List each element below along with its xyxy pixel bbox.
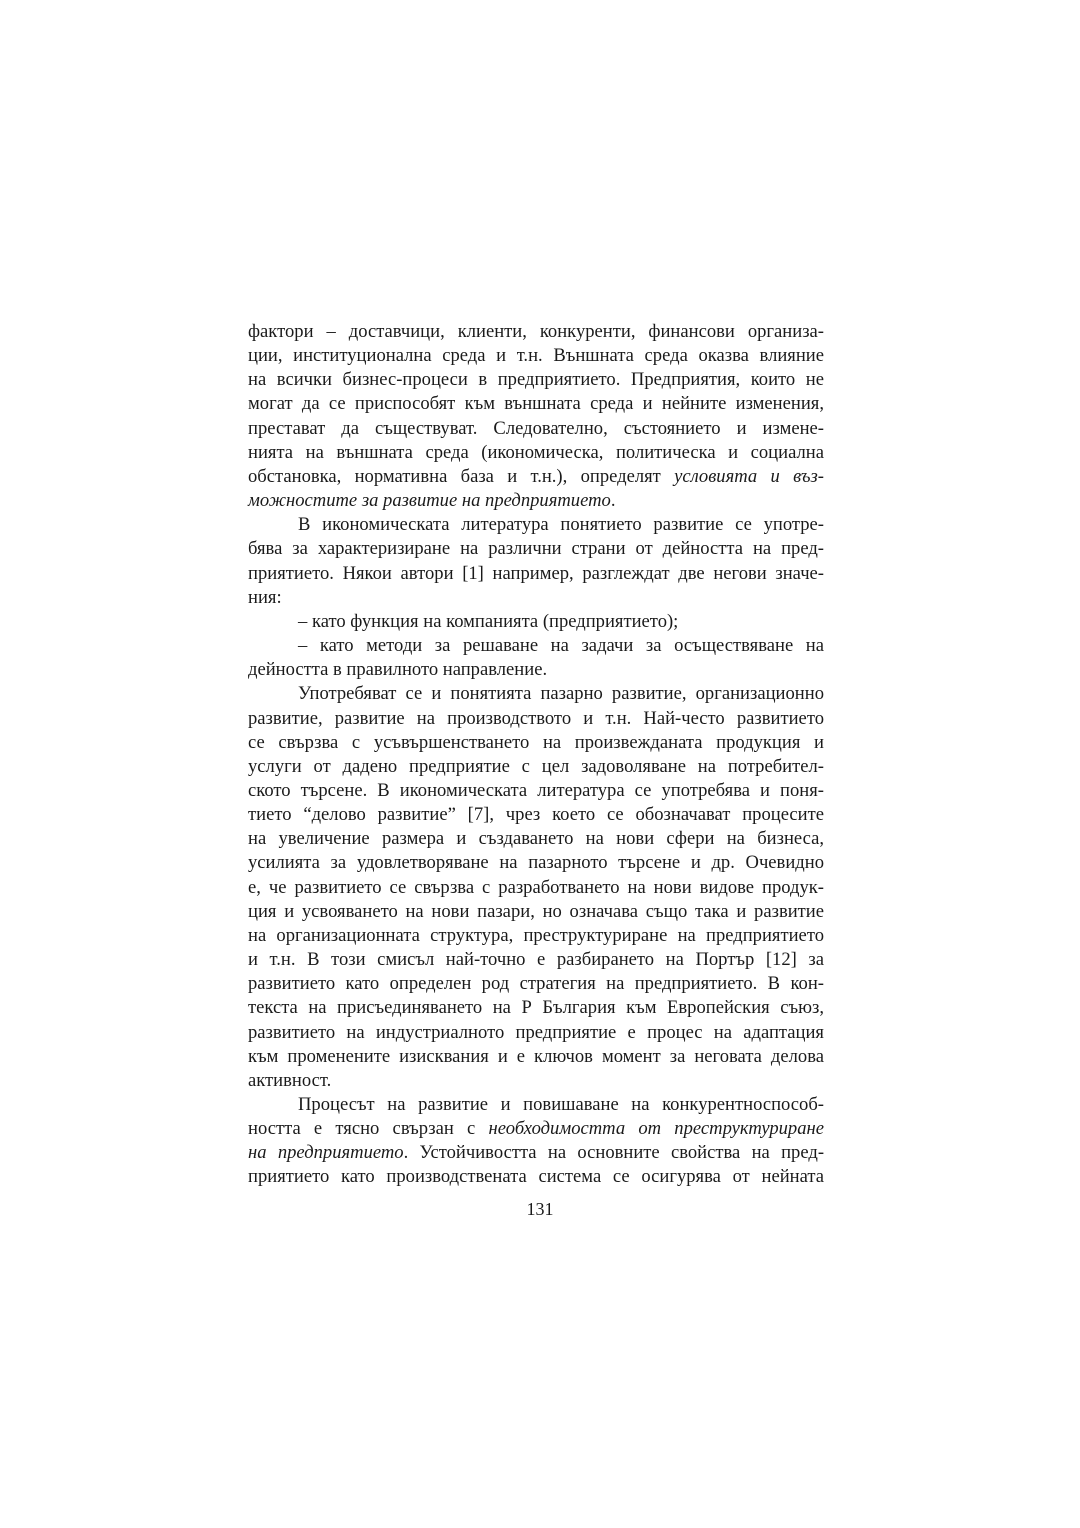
- text-line: обстановка, нормативна база и т.н.), определят условията и въз-: [248, 465, 824, 487]
- text-line: – като методи за решаване на задачи за осъществяване на: [298, 635, 824, 657]
- text-line: развитие, развитие на производството и т.н. Най-често развитието: [248, 707, 824, 729]
- text-line: фактори – доставчици, клиенти, конкуренти, финансови организа-: [248, 321, 824, 342]
- text-line: е, че развитието се свързва с разработването на нови видове продук-: [248, 876, 824, 898]
- paragraph: [248, 320, 824, 513]
- text-line: развитието на индустриалното предприятие е процес на адаптация: [248, 1021, 824, 1043]
- text-line: нията на външната среда (икономическа, политическа и социална: [248, 441, 824, 463]
- text-line: Употребяват се и понятията пазарно развитие, организационно: [298, 683, 824, 705]
- emphasis-text: необходимостта от преструктуриране: [488, 1118, 824, 1140]
- text-line: ността е тясно свързан с необходимостта от преструктуриране: [248, 1118, 824, 1140]
- text-line: ското търсене. В икономическата литература се употребява и поня-: [248, 779, 824, 801]
- paragraph: [248, 1093, 824, 1190]
- text-line: ния:: [248, 586, 282, 608]
- text-line: ция и усвояването на нови пазари, но означава също така и развитие: [248, 900, 824, 922]
- text-line: на предприятието. Устойчивостта на основните свойства на пред-: [248, 1142, 825, 1164]
- paragraph: [248, 610, 824, 634]
- page-number: 131: [526, 1199, 554, 1219]
- text-line: тието “делово развитие” [7], чрез което се обозначават процесите: [248, 804, 824, 826]
- text-line: активност.: [248, 1069, 332, 1091]
- text-line: на всички бизнес-процеси в предприятието. Предприятия, които не: [248, 369, 824, 391]
- text-line: приятието. Някои автори [1] например, разглеждат две негови значе-: [248, 562, 824, 584]
- text-line: към променените изисквания и е ключов момент за неговата делова: [248, 1045, 824, 1067]
- text-line: могат да се приспособят към външната среда и нейните изменения,: [248, 393, 824, 415]
- emphasis-text: на предприятието: [248, 1142, 404, 1164]
- text-line: можностите за развитие на предприятието.: [248, 490, 616, 512]
- text-line: ции, институционална среда и т.н. Външната среда оказва влияние: [248, 345, 824, 367]
- text-line: на организационната структура, преструктуриране на предприятието: [248, 924, 824, 946]
- text-line: приятието като производствената система се осигурява от нейната: [248, 1166, 824, 1188]
- paragraph: [248, 634, 824, 682]
- text-line: В икономическата литература понятието развитие се употре-: [298, 514, 824, 536]
- paragraph: [248, 682, 824, 1093]
- text-line: усилията за удовлетворяване на пазарното търсене и др. Очевидно: [248, 852, 824, 874]
- emphasis-text: условията и въз-: [674, 465, 824, 487]
- text-line: развитието като определен род стратегия на предприятието. В кон-: [248, 973, 824, 995]
- text-line: услуги от дадено предприятие с цел задоволяване на потребител-: [248, 755, 824, 777]
- text-line: на увеличение размера и създаването на нови сфери на бизнеса,: [248, 828, 824, 850]
- text-line: бява за характеризиране на различни страни от дейността на пред-: [248, 538, 824, 560]
- page-body: [248, 320, 824, 1190]
- text-line: Процесът на развитие и повишаване на конкурентноспособ-: [298, 1094, 824, 1115]
- text-line: се свързва с усъвършенстването на произвежданата продукция и: [248, 731, 824, 753]
- text-line: престават да съществуват. Следователно, състоянието и измене-: [248, 417, 824, 439]
- text-line: и т.н. В този смисъл най-точно е разбирането на Портър [12] за: [248, 949, 824, 971]
- emphasis-text: можностите за развитие на предприятието: [248, 490, 611, 512]
- text-line: текста на присъединяването на Р България към Европейския съюз,: [248, 997, 824, 1019]
- text-line: – като функция на компанията (предприятието);: [298, 610, 679, 632]
- paragraph: [248, 513, 824, 610]
- text-line: дейността в правилното направление.: [248, 659, 548, 681]
